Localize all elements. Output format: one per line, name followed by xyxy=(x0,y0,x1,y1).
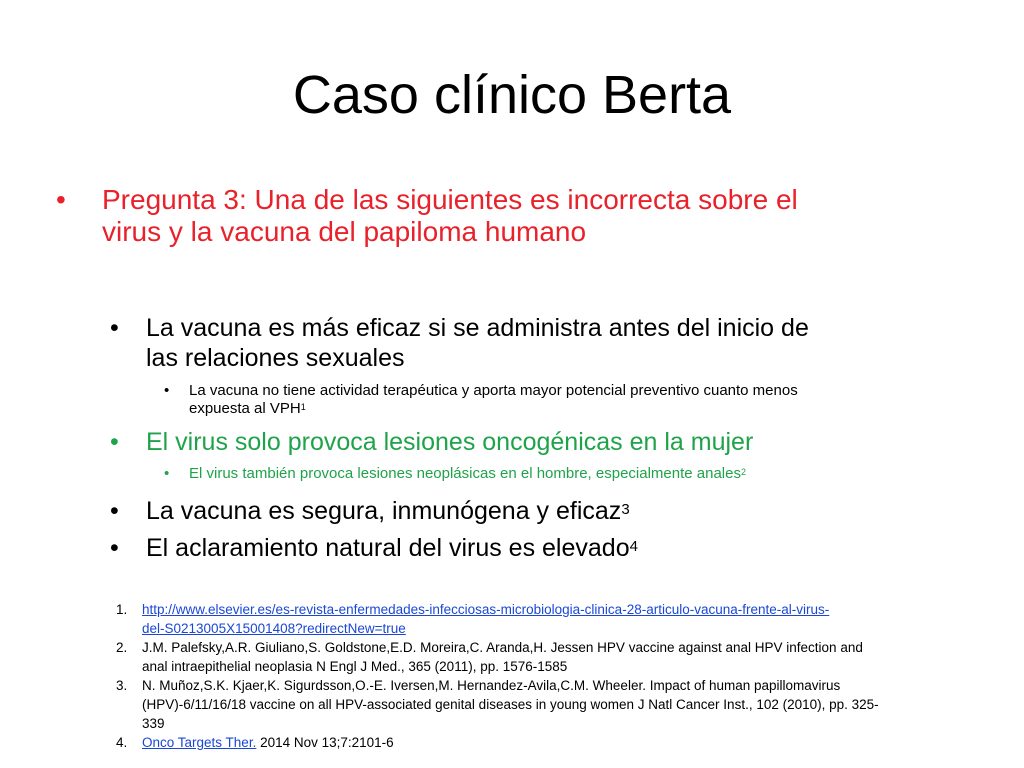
reference-1-link-line-2: del-S0213005X15001408?redirectNew=true xyxy=(142,621,406,636)
reference-4 xyxy=(116,733,976,752)
references-list xyxy=(116,600,976,760)
reference-number: 3. xyxy=(116,678,128,693)
bullet-icon: • xyxy=(110,428,119,456)
bullet-icon: • xyxy=(56,184,66,215)
footnote-marker: 4 xyxy=(629,537,638,555)
bullet-icon: • xyxy=(164,382,170,399)
question-line-2: virus y la vacuna del papiloma humano xyxy=(102,216,587,247)
reference-1 xyxy=(116,600,976,638)
option-1-note-line-1: La vacuna no tiene actividad terapéutica y aporta mayor potencial preventivo cuanto menos xyxy=(189,382,798,399)
footnote-marker: 1 xyxy=(300,401,306,412)
reference-3-line-2: (HPV)-6/11/16/18 vaccine on all HPV-associated genital diseases in young women J Natl Cancer Inst., 102 (2010), pp. 325- xyxy=(142,697,879,712)
bullet-icon: • xyxy=(110,497,119,525)
reference-number: 4. xyxy=(116,735,128,750)
reference-2-line-1: J.M. Palefsky,A.R. Giuliano,S. Goldstone,E.D. Moreira,C. Aranda,H. Jessen HPV vaccine against anal HPV infection and xyxy=(142,640,863,655)
bullet-icon: • xyxy=(110,314,119,342)
reference-1-link[interactable] xyxy=(142,602,829,636)
option-3-text: La vacuna es segura, inmunógena y eficaz xyxy=(146,497,622,525)
bullet-icon: • xyxy=(164,465,170,482)
bullet-icon: • xyxy=(110,534,119,562)
reference-4-link[interactable]: Onco Targets Ther. xyxy=(142,735,257,750)
reference-3-line-1: N. Muñoz,S.K. Kjaer,K. Sigurdsson,O.-E. Iversen,M. Hernandez-Avila,C.M. Wheeler. Impact of human papillomavirus xyxy=(142,678,841,693)
option-1-note-line-2: expuesta al VPH xyxy=(189,400,301,417)
reference-3-line-3: 339 xyxy=(142,716,165,731)
reference-2-line-2: anal intraepithelial neoplasia N Engl J Med., 365 (2011), pp. 1576-1585 xyxy=(142,659,568,674)
reference-3 xyxy=(116,676,976,733)
reference-4-text: 2014 Nov 13;7:2101-6 xyxy=(256,735,394,750)
option-1-line-2: las relaciones sexuales xyxy=(146,344,405,372)
option-1-line-1: La vacuna es más eficaz si se administra antes del inicio de xyxy=(146,314,809,342)
question-line-1: Pregunta 3: Una de las siguientes es incorrecta sobre el xyxy=(102,184,798,215)
reference-number: 1. xyxy=(116,602,128,617)
reference-2 xyxy=(116,638,976,676)
option-4-text: El aclaramiento natural del virus es elevado xyxy=(146,534,630,562)
option-2-text: El virus solo provoca lesiones oncogénicas en la mujer xyxy=(146,428,754,456)
reference-number: 2. xyxy=(116,640,128,655)
reference-1-link-line-1: http://www.elsevier.es/es-revista-enfermedades-infecciosas-microbiologia-clinica-28-articulo-vacuna-frente-al-virus- xyxy=(142,602,830,617)
footnote-marker: 3 xyxy=(621,500,630,518)
footnote-marker: 2 xyxy=(740,466,746,477)
slide-title: Caso clínico Berta xyxy=(292,65,732,125)
option-2-note-text: El virus también provoca lesiones neoplásicas en el hombre, especialmente anales xyxy=(189,465,741,482)
